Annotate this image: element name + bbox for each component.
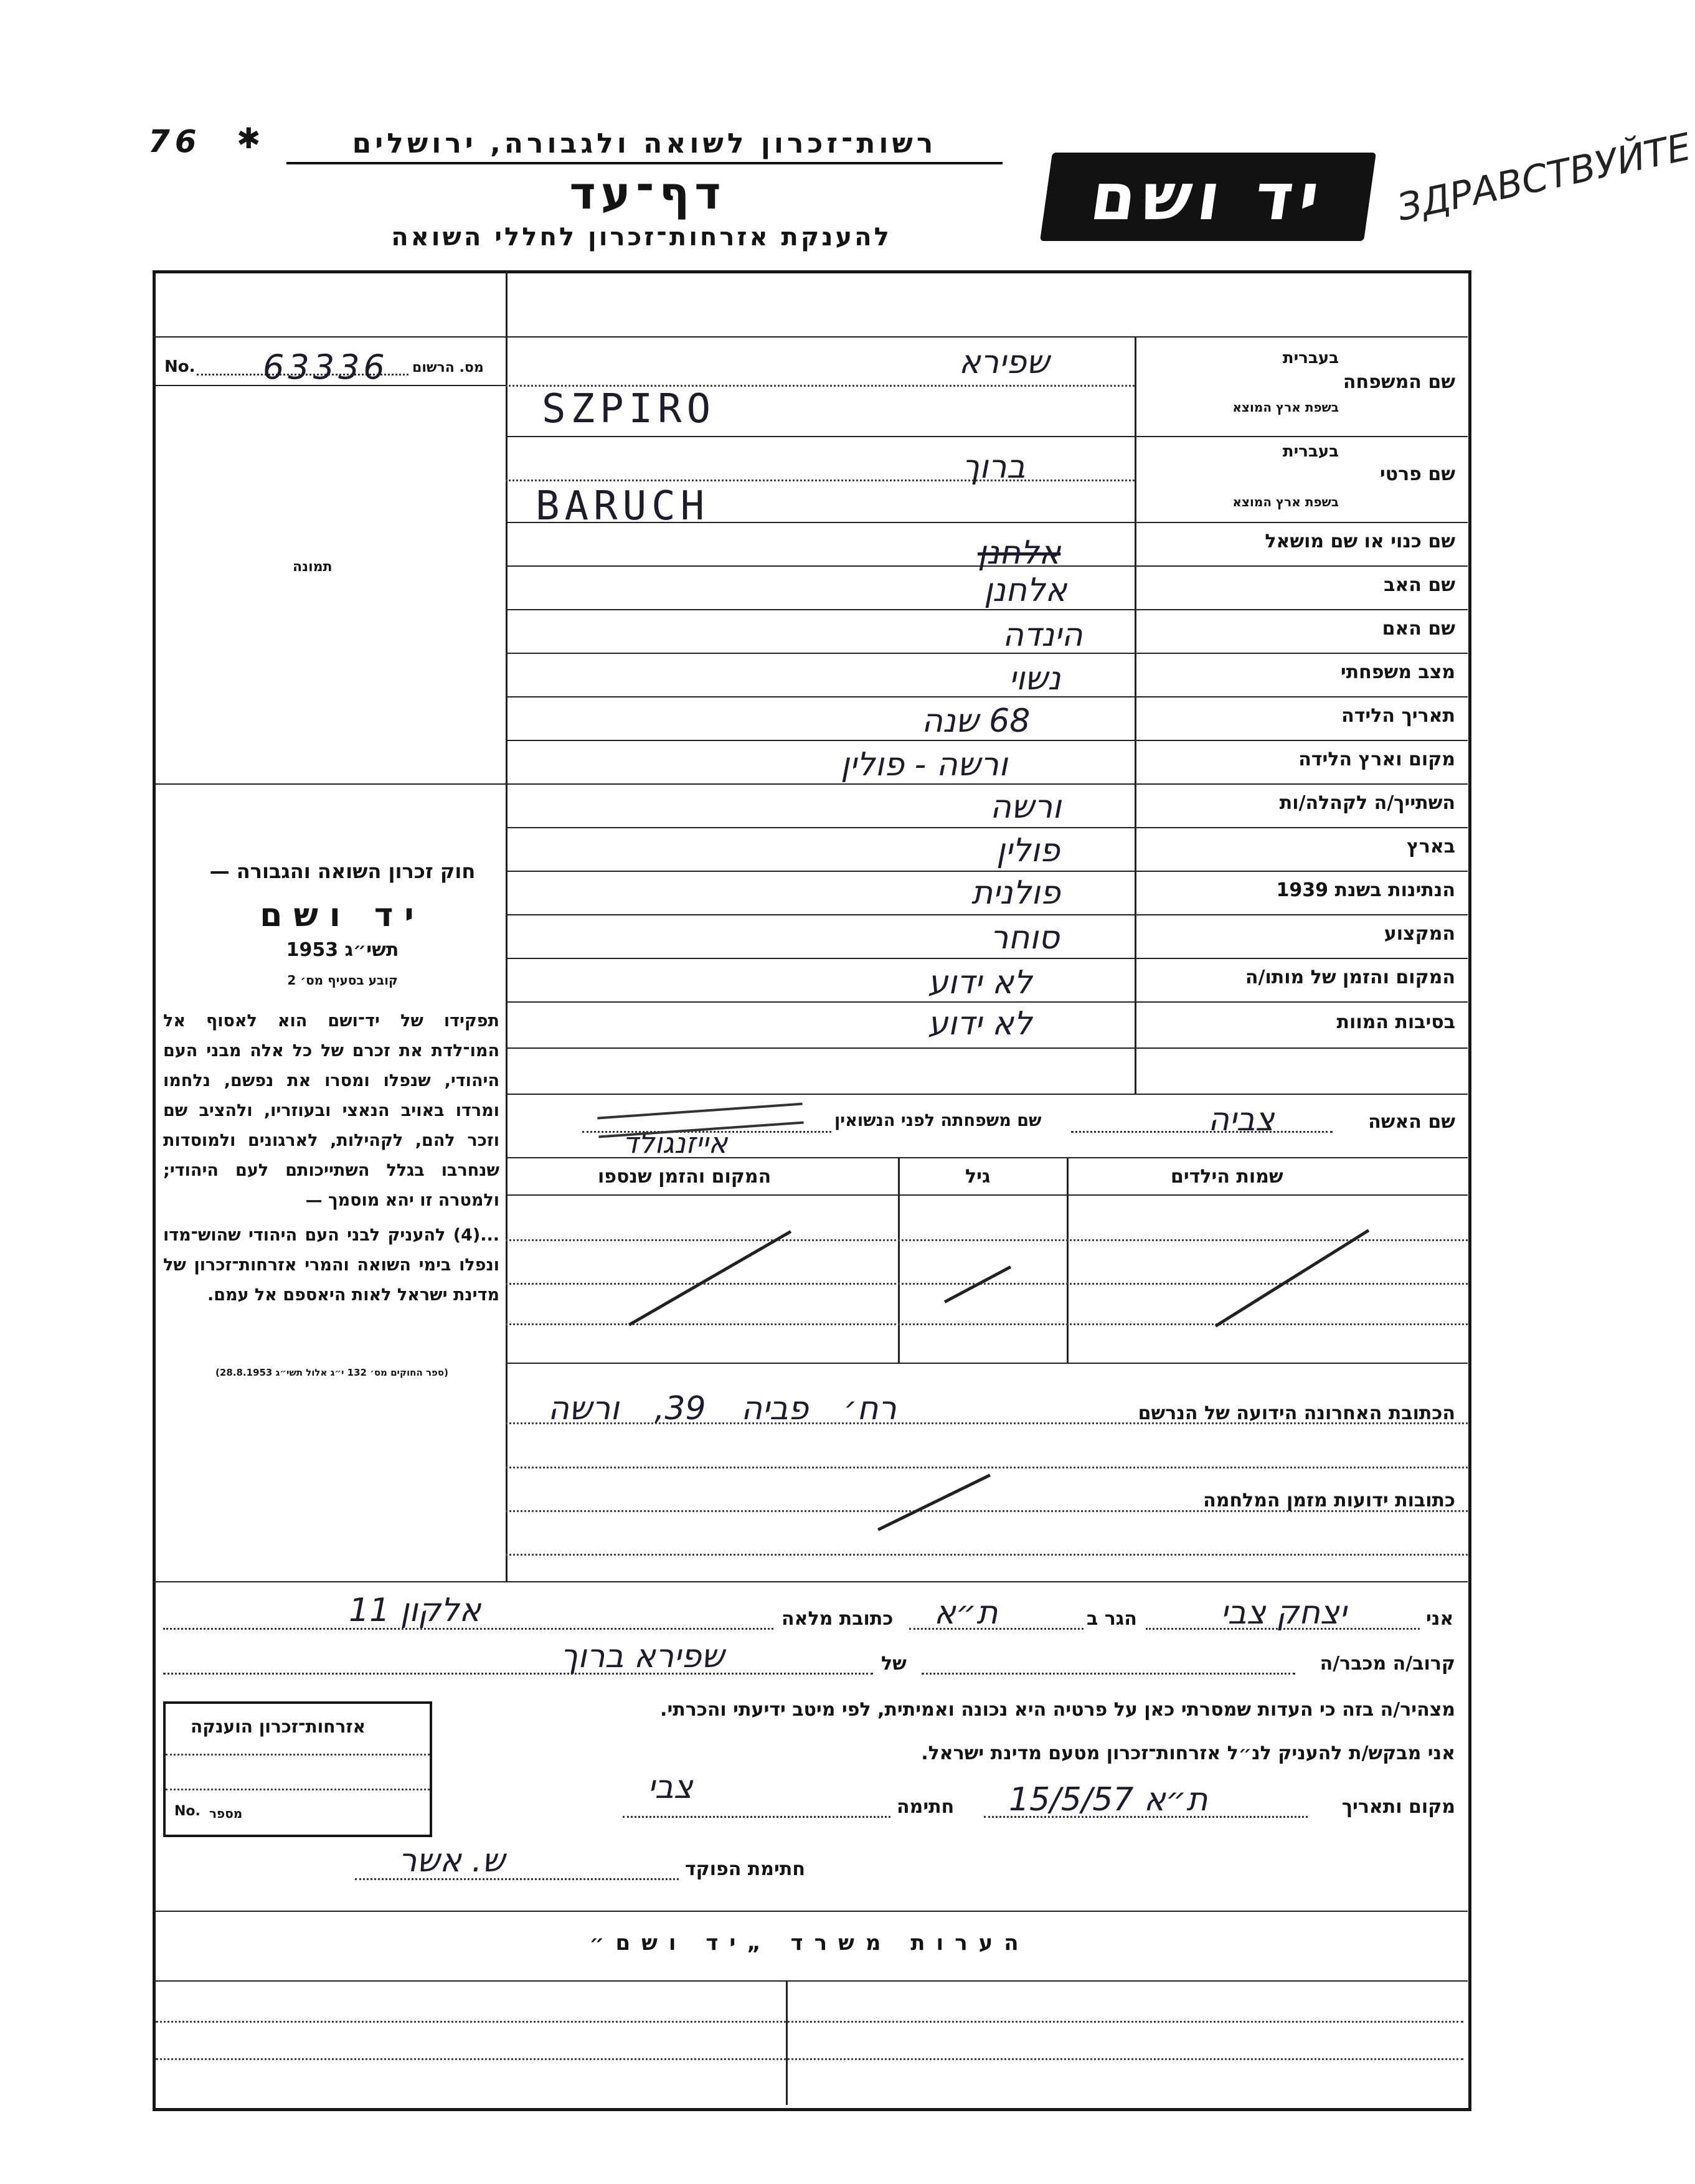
registration-number: 63336 <box>263 347 389 387</box>
form-subtitle: להענקת אזרחות־זכרון לחללי השואה <box>391 223 892 252</box>
children-names-header: שמות הילדים <box>1171 1166 1283 1188</box>
first-name-hebrew-label: בעברית <box>1282 442 1339 461</box>
no-label: No. <box>164 357 196 376</box>
family-name-hebrew-value: שפירא <box>959 344 1050 381</box>
certificate-box <box>163 1701 432 1837</box>
page-number: 76 <box>148 123 202 159</box>
father-value: אלחנן <box>984 572 1067 609</box>
country-value: פולין <box>996 832 1060 869</box>
law-citation: (ספר החוקים מס׳ 132 י״ג אלול תשי״ג 28.8.1953) <box>215 1367 448 1378</box>
profession-value: סוחר <box>990 919 1060 957</box>
declarant-residence: ת״א <box>934 1594 998 1632</box>
wife-dots <box>1071 1131 1333 1133</box>
office-remarks-title: הערות משרד „יד ושם״ <box>589 1931 1030 1955</box>
full-address-label: כתובת מלאה <box>781 1608 894 1630</box>
relation-of-label: של <box>881 1653 907 1675</box>
declaration-lives-in: הגר ב <box>1087 1608 1137 1630</box>
nickname-value: אלחנן <box>978 534 1061 572</box>
marital-status-label: מצב משפחתי <box>1340 661 1455 683</box>
declaration-statement-2: אני מבקש/ת להעניק לנ״ל אזרחות־זכרון מטעם מדינת ישראל. <box>921 1742 1455 1764</box>
marital-status-value: נשוי <box>1009 660 1061 697</box>
citizenship-value: פולנית <box>971 874 1060 912</box>
certificate-number-label: מספר <box>209 1806 243 1821</box>
family-name-origin-value: SZPIRO <box>542 386 716 432</box>
mother-label: שם האם <box>1382 618 1455 640</box>
logo-text: יד ושם <box>1085 159 1331 235</box>
war-address-label: כתובות ידועות מזמן המלחמה <box>1203 1490 1455 1511</box>
law-title: חוק זכרון השואה והגבורה — <box>209 859 476 883</box>
wife-maiden-value: אייזנגולד <box>623 1126 728 1160</box>
official-signature-label: חתימת הפוקד <box>685 1858 805 1880</box>
yad-vashem-logo <box>1040 153 1376 241</box>
official-signature: ש. אשר <box>399 1842 505 1879</box>
margin-handwriting: ЗДРАВСТВУЙТЕ <box>1393 125 1695 230</box>
full-address-value: אלקון 11 <box>349 1592 481 1629</box>
first-name-origin-value: BARUCH <box>536 483 710 529</box>
certificate-no-label: No. <box>174 1803 201 1819</box>
declaration-prefix: אני <box>1426 1608 1454 1630</box>
declarant-signature: צבי <box>648 1769 693 1806</box>
birth-place-label: מקום וארץ הלידה <box>1298 749 1455 770</box>
mother-value: הינדה <box>1003 617 1083 654</box>
death-circumstances-label: בסיבות המוות <box>1336 1011 1455 1033</box>
law-year: תשי״ג 1953 <box>286 939 399 961</box>
children-age-header: גיל <box>965 1166 991 1188</box>
registration-number-label: מס. הרשום <box>412 360 484 376</box>
death-circumstances-value: לא ידוע <box>928 1005 1032 1042</box>
authority-title: רשות־זכרון לשואה ולגבורה, ירושלים <box>286 128 1003 164</box>
wife-value: צביה <box>1208 1101 1275 1138</box>
relation-label: קרוב/ה מכבר/ה <box>1320 1653 1455 1675</box>
first-name-origin-label: בשפת ארץ המוצא <box>1232 494 1339 509</box>
relation-value: שפירא ברוך <box>560 1638 725 1675</box>
wife-label: שם האשה <box>1368 1111 1455 1133</box>
registration-row <box>163 347 499 387</box>
place-date-value: ת״א 15/5/57 <box>1009 1781 1208 1818</box>
law-section: קובע בסעיף מס׳ 2 <box>287 973 398 988</box>
death-place-label: המקום והזמן של מותו/ה <box>1245 967 1455 988</box>
law-paragraph-1: תפקידו של יד־ושם הוא לאסוף אל המו־לדת את זכרם של כל אלה מבני העם היהודי, שנפלו ומסרו את נפשם, נלחמו ומרדו באויב הנאצי ובעוזריו, ולהציב שם וזכר להם, לקהילות, לארגונים ולמוסדות שנחרבו בגלל השתייכותם לעם היהודי; ולמטרה זו יהא מוסמך — <box>163 1011 499 1210</box>
form-title: דף־עד <box>569 167 726 219</box>
photo-label: תמונה <box>293 559 333 575</box>
signature-label: חתימה <box>897 1796 955 1818</box>
country-label: בארץ <box>1406 836 1455 858</box>
community-label: השתייך/ה לקהלה/ות <box>1279 792 1455 814</box>
last-address-label: הכתובת האחרונה הידועה של הנרשם <box>1138 1402 1455 1424</box>
wife-maiden-label: שם משפחתה לפני הנשואין <box>834 1111 1042 1130</box>
children-place-header: המקום והזמן שנספו <box>598 1166 772 1188</box>
certificate-title: אזרחות־זכרון הוענקה <box>191 1716 366 1737</box>
family-name-origin-label: בשפת ארץ המוצא <box>1232 400 1339 415</box>
citizenship-label: הנתינות בשנת 1939 <box>1276 879 1455 901</box>
father-label: שם האב <box>1384 574 1455 596</box>
first-name-label: שם פרטי <box>1379 463 1455 485</box>
last-address-value: רח׳ פביה 39, ורשה <box>548 1390 897 1427</box>
death-place-value: לא ידוע <box>928 964 1032 1001</box>
law-name: יד ושם <box>260 897 425 934</box>
birth-place-value: ורשה - פולין <box>841 746 1008 783</box>
birth-date-value: 68 שנה <box>922 702 1031 740</box>
community-value: ורשה <box>990 788 1062 826</box>
family-name-label: שם המשפחה <box>1343 371 1455 393</box>
birth-date-label: תאריך הלידה <box>1341 705 1455 727</box>
first-name-hebrew-value: ברוך <box>962 448 1026 486</box>
asterisk-icon: ✱ <box>237 121 261 155</box>
nickname-label: שם כנוי או שם מושאל <box>1265 531 1455 552</box>
law-paragraph-2: ...(4) להעניק לבני העם היהודי שהוש־מדו ונפלו בימי השואה והמרי אזרחות־זכרון של מדינת ישראל לאות היאספם אל עמם. <box>163 1226 499 1305</box>
profession-label: המקצוע <box>1384 923 1455 945</box>
place-date-label: מקום ותאריך <box>1341 1796 1455 1818</box>
family-name-hebrew-label: בעברית <box>1282 349 1339 367</box>
declarant-name: יצחק צבי <box>1220 1594 1347 1632</box>
declaration-statement-1: מצהיר/ה בזה כי העדות שמסרתי כאן על פרטיה היא נכונה ואמיתית, לפי מיטב ידיעתי והכרתי. <box>660 1699 1455 1721</box>
